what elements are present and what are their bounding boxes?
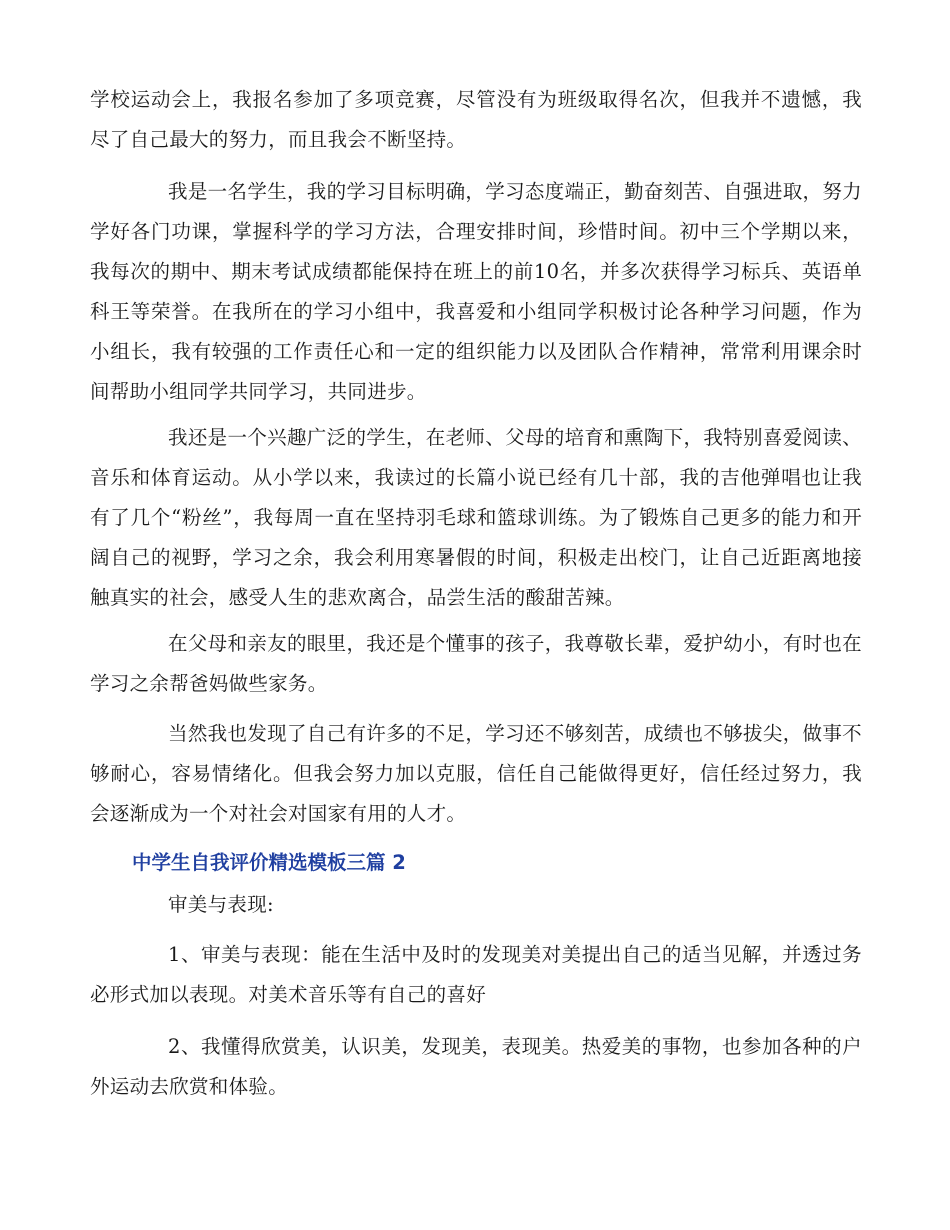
section-heading: 中学生自我评价精选模板三篇 2 bbox=[132, 851, 406, 874]
paragraph-sports-meet: 学校运动会上，我报名参加了多项竞赛，尽管没有为班级取得名次，但我并不遗憾，我尽了自己最大的努力，而且我会不断坚持。 bbox=[90, 88, 862, 151]
paragraph-study: 我是一名学生，我的学习目标明确，学习态度端正，勤奋刻苦、自强进取，努力学好各门功课，掌握科学的学习方法，合理安排时间，珍惜时间。初中三个学期以来，我每次的期中、期末考试成绩都能保持在班上的前10名，并多次获得学习标兵、英语单科王等荣誉。在我所在的学习小组中，我喜爱和小组同学积极讨论各种学习问题，作为小组长，我有较强的工作责任心和一定的组织能力以及团队合作精神，常常利用课余时间帮助小组同学共同学习，共同进步。 bbox=[90, 180, 862, 403]
paragraph-interests: 我还是一个兴趣广泛的学生，在老师、父母的培育和熏陶下，我特别喜爱阅读、音乐和体育运动。从小学以来，我读过的长篇小说已经有几十部，我的吉他弹唱也让我有了几个“粉丝”，我每周一直在坚持羽毛球和篮球训练。为了锻炼自己更多的能力和开阔自己的视野，学习之余，我会利用寒暑假的时间，积极走出校门，让自己近距离地接触真实的社会，感受人生的悲欢离合，品尝生活的酸甜苦辣。 bbox=[90, 426, 862, 609]
list-item-appreciation: 2、我懂得欣赏美，认识美，发现美，表现美。热爱美的事物，也参加各种的户外运动去欣赏和体验。 bbox=[90, 1035, 862, 1098]
paragraph-family: 在父母和亲友的眼里，我还是个懂事的孩子，我尊敬长辈，爱护幼小，有时也在学习之余帮爸妈做些家务。 bbox=[90, 632, 862, 695]
paragraph-shortcomings: 当然我也发现了自己有许多的不足，学习还不够刻苦，成绩也不够拔尖，做事不够耐心，容易情绪化。但我会努力加以克服，信任自己能做得更好，信任经过努力，我会逐渐成为一个对社会对国家有用的人才。 bbox=[90, 722, 862, 825]
section-intro: 审美与表现: bbox=[168, 893, 274, 916]
list-item-aesthetics: 1、审美与表现：能在生活中及时的发现美对美提出自己的适当见解，并透过务必形式加以表现。对美术音乐等有自己的喜好 bbox=[90, 943, 862, 1006]
